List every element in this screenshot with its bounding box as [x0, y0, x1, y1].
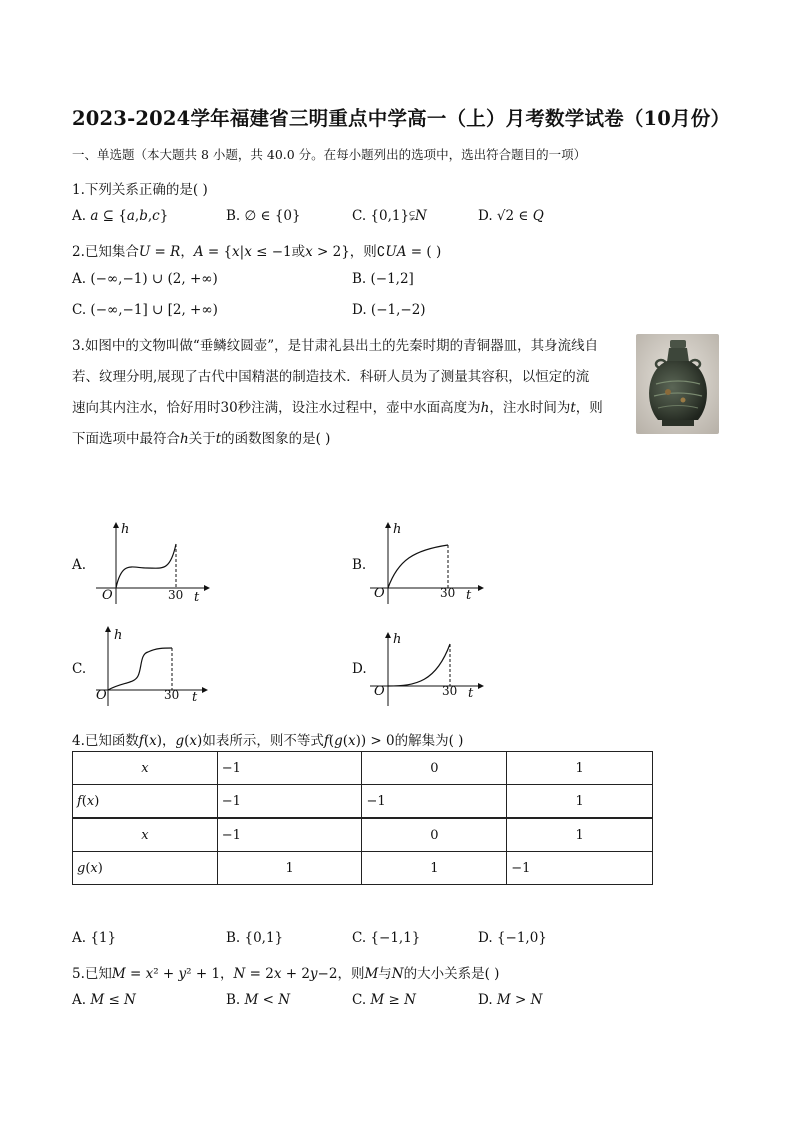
- table-cell: −1: [217, 785, 362, 819]
- graph-c-t: t: [192, 690, 198, 705]
- graph-c: [92, 624, 212, 716]
- q2-stem: 2.已知集合𝑈 = 𝑅，𝐴 = {𝑥|𝑥 ≤ −1或𝑥 > 2}，则∁𝑈𝐴 = ( ): [72, 244, 442, 260]
- graph-d-h: h: [393, 632, 402, 647]
- q5-option-a: A. 𝑀 ≤ 𝑁: [72, 992, 136, 1008]
- graph-a-30: 30: [168, 588, 184, 602]
- graph-c-30: 30: [164, 688, 180, 702]
- table-cell: 1: [507, 818, 653, 852]
- q4-stem: 4.已知函数𝑓(𝑥)，𝑔(𝑥)如表所示，则不等式𝑓(𝑔(𝑥)) > 0的解集为( ): [72, 733, 464, 749]
- q2-option-b: B. (−1,2]: [352, 271, 414, 287]
- q1-option-c: C. {0,1}⫋𝑁: [352, 208, 427, 224]
- table-cell: 𝑥: [73, 818, 218, 852]
- q1-option-b: B. ∅ ∈ {0}: [226, 208, 301, 224]
- graph-b-t: t: [466, 588, 472, 603]
- table-row: [73, 852, 653, 885]
- table-cell: 1: [362, 852, 507, 885]
- table-cell: −1: [217, 818, 362, 852]
- q4-option-d: D. {−1,0}: [478, 930, 547, 946]
- graph-d: [366, 624, 486, 716]
- graph-a: [92, 520, 212, 612]
- page-title: 2023-2024学年福建省三明重点中学高一（上）月考数学试卷（10月份）: [72, 107, 731, 130]
- q1-option-a: A. 𝑎 ⊆ {𝑎,𝑏,𝑐}: [72, 208, 169, 224]
- q3-line-3: 速向其内注水，恰好用时30秒注满，设注水过程中，壶中水面高度为ℎ，注水时间为𝑡，则: [72, 400, 603, 416]
- q2-option-d: D. (−1,−2): [352, 302, 426, 318]
- function-table: [72, 751, 653, 885]
- table-row: [73, 785, 653, 819]
- table-cell: −1: [217, 752, 362, 785]
- q3-option-c: C.: [72, 661, 87, 677]
- q3-line-4: 下面选项中最符合ℎ关于𝑡的函数图象的是( ): [72, 431, 331, 447]
- q2-option-c: C. (−∞,−1] ∪ [2, +∞): [72, 302, 218, 318]
- section-heading: 一、单选题（本大题共 8 小题，共 40.0 分。在每小题列出的选项中，选出符合题目的一项）: [72, 147, 587, 162]
- graph-b-30: 30: [440, 586, 456, 600]
- table-cell: 1: [507, 752, 653, 785]
- q4-option-a: A. {1}: [72, 930, 117, 946]
- table-row: [73, 818, 653, 852]
- table-row: [73, 752, 653, 785]
- graph-d-o: O: [374, 684, 385, 699]
- table-cell: 𝑥: [73, 752, 218, 785]
- graph-c-h: h: [114, 628, 123, 643]
- graph-a-o: O: [102, 588, 113, 603]
- graph-d-30: 30: [442, 684, 458, 698]
- q4-option-b: B. {0,1}: [226, 930, 284, 946]
- table-cell: −1: [362, 785, 507, 819]
- graph-b: [366, 520, 486, 612]
- table-cell: −1: [507, 852, 653, 885]
- q3-line-2: 若、纹理分明,展现了古代中国精湛的制造技术．科研人员为了测量其容积，以恒定的流: [72, 369, 590, 385]
- table-cell: 𝑓(𝑥): [73, 785, 218, 819]
- table-cell: 𝑔(𝑥): [73, 852, 218, 885]
- q3-option-a: A.: [72, 557, 87, 573]
- bronze-pot-image: [636, 334, 719, 434]
- graph-b-h: h: [393, 522, 402, 537]
- q5-option-d: D. 𝑀 > 𝑁: [478, 992, 543, 1008]
- table-cell: 1: [217, 852, 362, 885]
- q2-option-a: A. (−∞,−1) ∪ (2, +∞): [72, 271, 218, 287]
- q1-stem: 1.下列关系正确的是( ): [72, 182, 208, 198]
- graph-a-h: h: [121, 522, 130, 537]
- table-cell: 0: [362, 752, 507, 785]
- table-cell: 1: [507, 785, 653, 819]
- q5-stem: 5.已知𝑀 = 𝑥² + 𝑦² + 1，𝑁 = 2𝑥 + 2𝑦−2，则𝑀与𝑁的大小关系是( ): [72, 966, 500, 982]
- q3-option-b: B.: [352, 557, 367, 573]
- graph-b-o: O: [374, 586, 385, 601]
- q5-option-c: C. 𝑀 ≥ 𝑁: [352, 992, 416, 1008]
- graph-d-t: t: [468, 686, 474, 701]
- graph-c-o: O: [96, 688, 107, 703]
- q5-option-b: B. 𝑀 < 𝑁: [226, 992, 291, 1008]
- q1-option-d: D. √2 ∈ 𝑄: [478, 208, 544, 224]
- graph-a-t: t: [194, 590, 200, 605]
- q4-option-c: C. {−1,1}: [352, 930, 421, 946]
- q3-line-1: 3.如图中的文物叫做“垂鳞纹圆壶”，是甘肃礼县出土的先秦时期的青铜器皿，其身流线自: [72, 338, 599, 354]
- q3-option-d: D.: [352, 661, 367, 677]
- table-cell: 0: [362, 818, 507, 852]
